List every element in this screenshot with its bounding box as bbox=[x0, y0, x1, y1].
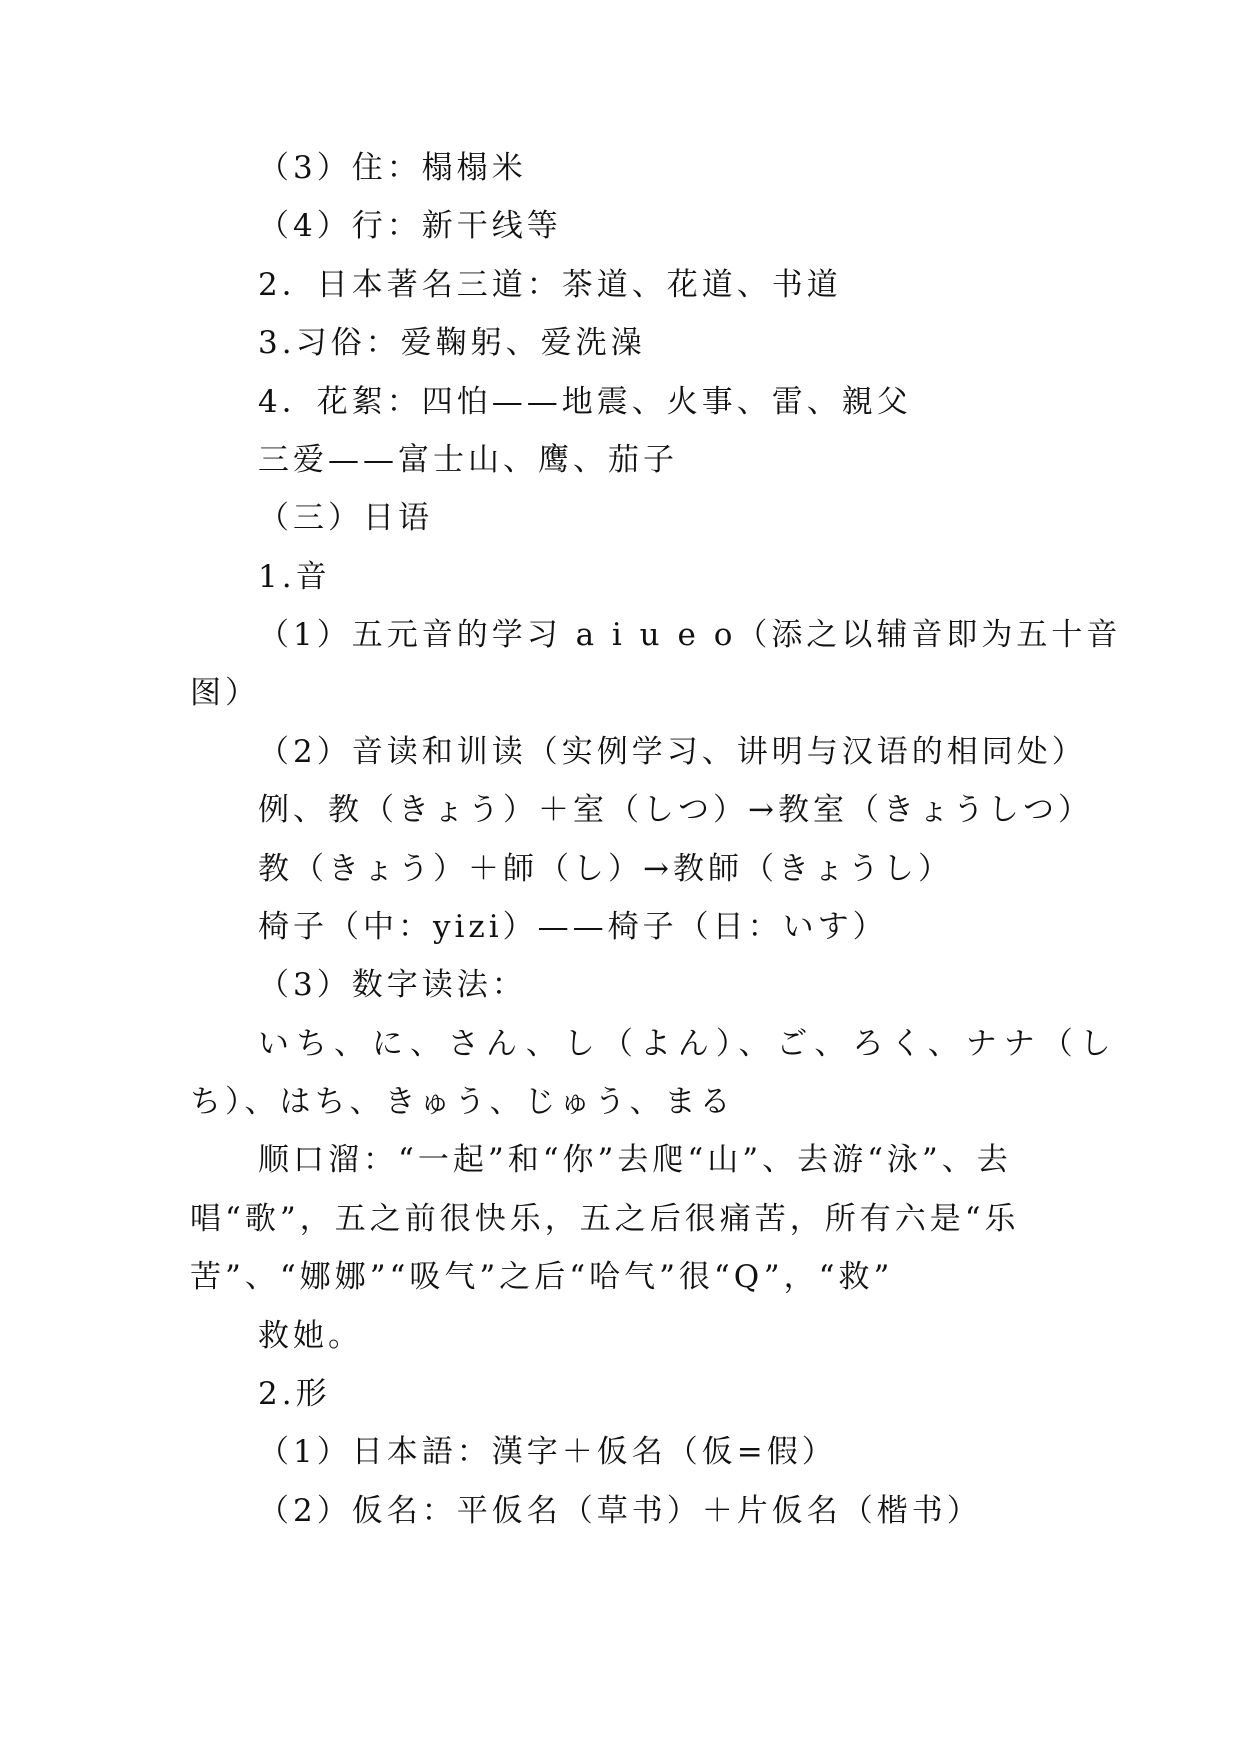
text-line: （3）数字读法： bbox=[258, 967, 527, 1003]
text-line: 3.习俗：爱鞠躬、爱洗澡 bbox=[258, 325, 646, 361]
text-line: （2）仮名：平仮名（草书）＋片仮名（楷书） bbox=[258, 1493, 982, 1529]
text-line: 苦”、“娜娜”“吸气”之后“哈气”很“Q”，“救” bbox=[190, 1259, 894, 1295]
text-line: （4）行：新干线等 bbox=[258, 208, 562, 244]
text-line: 4．花絮：四怕——地震、火事、雷、親父 bbox=[258, 384, 912, 420]
text-line: 救她。 bbox=[258, 1318, 363, 1354]
text-line: （1）日本語：漢字＋仮名（仮=假） bbox=[258, 1434, 837, 1470]
text-line: 唱“歌”，五之前很快乐，五之后很痛苦，所有六是“乐 bbox=[190, 1201, 1020, 1237]
text-line: 图） bbox=[190, 675, 260, 711]
text-line: （1）五元音的学习 a i u e o（添之以辅音即为五十音 bbox=[258, 617, 1122, 653]
text-line: いち、に、さん、し（よん）、ご、ろく、ナナ（し bbox=[258, 1026, 1118, 1062]
text-line: （三）日语 bbox=[258, 500, 433, 536]
text-line: 2.形 bbox=[258, 1376, 331, 1412]
text-line: 椅子（中：yizi）——椅子（日：いす） bbox=[258, 909, 888, 945]
text-line: 教（きょう）＋師（し）→教師（きょうし） bbox=[258, 851, 953, 887]
text-line: 三爱——富士山、鹰、茄子 bbox=[258, 442, 678, 478]
text-line: 顺口溜：“一起”和“你”去爬“山”、去游“泳”、去 bbox=[258, 1142, 1012, 1178]
text-line: （3）住：榻榻米 bbox=[258, 150, 527, 186]
text-line: 例、教（きょう）＋室（しつ）→教室（きょうしつ） bbox=[258, 792, 1093, 828]
text-line: 2．日本著名三道：茶道、花道、书道 bbox=[258, 267, 842, 303]
text-line: （2）音读和训读（实例学习、讲明与汉语的相同处） bbox=[258, 734, 1087, 770]
text-line: 1.音 bbox=[258, 559, 331, 595]
text-line: ち）、はち、きゅう、じゅう、まる bbox=[190, 1084, 735, 1120]
